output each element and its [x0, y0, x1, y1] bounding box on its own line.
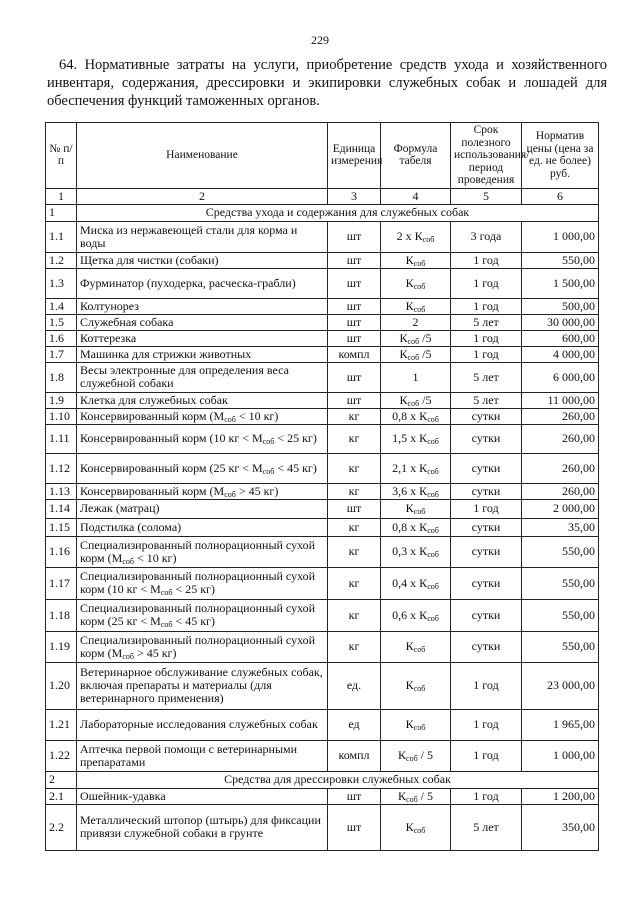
header-term: Срок полезного использования/период проведения — [451, 123, 522, 189]
name-text: Специализированный полнорационный сухой корм (М — [80, 537, 316, 565]
row-number: 1.15 — [46, 518, 77, 536]
row-unit: кг — [328, 631, 381, 662]
formula-tail: /5 — [419, 346, 432, 361]
row-formula — [381, 424, 451, 453]
table-header-row — [46, 123, 599, 189]
section-row — [46, 771, 599, 788]
row-term: 1 год — [451, 740, 522, 771]
row-unit: кг — [328, 518, 381, 536]
name-subscript: соб — [122, 651, 134, 661]
row-unit: шт — [328, 362, 381, 392]
row-name: Машинка для стрижки животных — [77, 346, 328, 362]
row-term: сутки — [451, 453, 522, 483]
name-subscript: соб — [122, 556, 134, 566]
formula-subscript: соб — [413, 304, 426, 314]
row-price: 30 000,00 — [522, 314, 599, 330]
row-name: Подстилка (солома) — [77, 518, 328, 536]
row-term: 1 год — [451, 788, 522, 804]
formula-subscript: соб — [406, 794, 418, 804]
header-name: Наименование — [77, 123, 328, 189]
row-unit: шт — [328, 788, 381, 804]
formula-text: К — [399, 330, 408, 345]
row-unit: кг — [328, 424, 381, 453]
row-price: 11 000,00 — [522, 392, 599, 408]
formula-subscript: соб — [427, 550, 439, 559]
row-formula — [381, 788, 451, 804]
name-subscript: соб — [224, 489, 236, 499]
formula-text: 0,8 х К — [392, 519, 428, 534]
row-name: Коттерезка — [77, 330, 328, 346]
row-number: 1.10 — [46, 408, 77, 424]
table-row — [46, 599, 599, 631]
table-body — [46, 204, 599, 850]
row-number: 1.4 — [46, 298, 77, 314]
row-term: 3 года — [451, 221, 522, 252]
name-text: Консервированный корм (25 кг < М — [80, 460, 263, 475]
row-term: 1 год — [451, 252, 522, 268]
row-price: 4 000,00 — [522, 346, 599, 362]
formula-subscript: соб — [407, 398, 420, 408]
formula-text: К — [399, 392, 408, 407]
row-number: 1.20 — [46, 662, 77, 709]
formula-text: К — [405, 717, 414, 731]
row-term: 1 год — [451, 346, 522, 362]
name-subscript: соб — [262, 466, 275, 476]
row-unit: шт — [328, 252, 381, 268]
table-row — [46, 709, 599, 740]
formula-text: 2 — [412, 314, 419, 329]
name-text: Специализированный полнорационный сухой корм (10 кг < М — [80, 569, 316, 596]
formula-text: К — [398, 788, 407, 803]
table-row — [46, 346, 599, 362]
row-name — [77, 567, 328, 599]
row-number: 1.7 — [46, 346, 77, 362]
column-index: 4 — [381, 188, 451, 204]
formula-text: К — [405, 819, 414, 834]
formula-text: К — [405, 639, 414, 653]
row-formula — [381, 392, 451, 408]
row-formula — [381, 298, 451, 314]
row-name: Щетка для чистки (собаки) — [77, 252, 328, 268]
row-formula — [381, 346, 451, 362]
row-price: 550,00 — [522, 599, 599, 631]
formula-text: К — [405, 501, 414, 515]
name-text-tail: < 10 кг) — [133, 550, 177, 565]
formula-subscript: соб — [413, 684, 426, 693]
row-name: Ветеринарное обслуживание служебных собак, включая препараты и материалы (для ветеринарного применения) — [77, 662, 328, 709]
formula-text: 0,6 х К — [392, 607, 428, 622]
row-term: сутки — [451, 536, 522, 567]
formula-subscript: соб — [427, 414, 439, 424]
formula-text: 1,5 х К — [392, 431, 428, 445]
row-unit: кг — [328, 408, 381, 424]
row-price: 260,00 — [522, 483, 599, 499]
section-number: 1 — [46, 204, 77, 221]
table-row — [46, 268, 599, 298]
section-title: Средства для дрессировки служебных собак — [77, 771, 599, 788]
name-text: Консервированный корм (10 кг < М — [80, 431, 263, 445]
table-row — [46, 408, 599, 424]
row-formula — [381, 330, 451, 346]
row-formula — [381, 599, 451, 631]
row-formula — [381, 499, 451, 518]
row-price: 35,00 — [522, 518, 599, 536]
formula-text: К — [405, 275, 414, 290]
row-name: Колтунорез — [77, 298, 328, 314]
row-name — [77, 631, 328, 662]
row-formula — [381, 362, 451, 392]
row-unit: шт — [328, 330, 381, 346]
section-number: 2 — [46, 771, 77, 788]
row-number: 1.1 — [46, 221, 77, 252]
row-unit: ед. — [328, 662, 381, 709]
row-number: 2.2 — [46, 804, 77, 850]
row-term: 1 год — [451, 709, 522, 740]
table-row — [46, 631, 599, 662]
row-formula — [381, 804, 451, 850]
table-row — [46, 518, 599, 536]
row-term: 5 лет — [451, 392, 522, 408]
row-number: 1.16 — [46, 536, 77, 567]
row-term: 1 год — [451, 330, 522, 346]
formula-text: 2 х К — [396, 229, 423, 243]
name-text: Специализированный полнорационный сухой корм (М — [80, 632, 316, 660]
row-number: 1.8 — [46, 362, 77, 392]
name-text-tail: < 45 кг) — [172, 614, 215, 628]
row-formula — [381, 518, 451, 536]
row-term: 5 лет — [451, 314, 522, 330]
name-subscript: соб — [160, 620, 173, 629]
name-subscript: соб — [262, 437, 275, 446]
formula-tail: /5 — [419, 330, 432, 345]
row-number: 1.3 — [46, 268, 77, 298]
formula-text: 0,3 х К — [392, 544, 428, 558]
row-name: Клетка для служебных собак — [77, 392, 328, 408]
row-name — [77, 599, 328, 631]
row-price: 1 000,00 — [522, 740, 599, 771]
formula-tail: / 5 — [417, 748, 433, 762]
name-subscript: соб — [160, 588, 173, 597]
table-row — [46, 314, 599, 330]
name-text-tail: < 10 кг) — [235, 408, 279, 423]
formula-subscript: соб — [427, 466, 439, 476]
row-price: 1 200,00 — [522, 788, 599, 804]
formula-subscript: соб — [413, 258, 426, 268]
table-row — [46, 392, 599, 408]
row-term: 1 год — [451, 499, 522, 518]
row-unit: шт — [328, 804, 381, 850]
row-number: 1.14 — [46, 499, 77, 518]
row-term: 1 год — [451, 298, 522, 314]
column-index: 2 — [77, 188, 328, 204]
header-price: Норматив цены (цена за ед. не более) руб. — [522, 123, 599, 189]
formula-subscript: соб — [427, 613, 439, 623]
row-formula — [381, 536, 451, 567]
column-index: 3 — [328, 188, 381, 204]
row-unit: шт — [328, 314, 381, 330]
row-name: Служебная собака — [77, 314, 328, 330]
name-text-tail: < 45 кг) — [274, 460, 317, 475]
row-formula — [381, 483, 451, 499]
row-price: 260,00 — [522, 453, 599, 483]
row-formula — [381, 662, 451, 709]
row-term: сутки — [451, 599, 522, 631]
formula-subscript: соб — [407, 352, 420, 362]
row-price: 550,00 — [522, 536, 599, 567]
section-row — [46, 204, 599, 221]
name-text-tail: > 45 кг) — [235, 483, 279, 498]
row-formula — [381, 567, 451, 599]
row-unit: шт — [328, 221, 381, 252]
row-name: Аптечка первой помощи с ветеринарными препаратами — [77, 740, 328, 771]
row-name — [77, 408, 328, 424]
row-name: Лежак (матрац) — [77, 499, 328, 518]
row-term: сутки — [451, 483, 522, 499]
row-unit: шт — [328, 392, 381, 408]
row-formula — [381, 453, 451, 483]
norms-table — [45, 122, 599, 851]
formula-subscript: соб — [413, 825, 426, 835]
row-number: 1.11 — [46, 424, 77, 453]
name-text: Специализированный полнорационный сухой корм (25 кг < М — [80, 601, 316, 628]
row-name: Лабораторные исследования служебных собак — [77, 709, 328, 740]
header-unit: Единица измерения — [328, 123, 381, 189]
formula-subscript: соб — [422, 235, 435, 244]
formula-text: К — [398, 748, 407, 762]
name-text-tail: > 45 кг) — [133, 645, 177, 660]
formula-text: 0,8 х К — [392, 408, 428, 423]
row-name: Весы электронные для определения веса служебной собаки — [77, 362, 328, 392]
formula-text: 2,1 х К — [392, 460, 428, 475]
row-term: сутки — [451, 424, 522, 453]
row-name: Металлический штопор (штырь) для фиксации привязи служебной собаки в грунте — [77, 804, 328, 850]
row-price: 550,00 — [522, 567, 599, 599]
formula-subscript: соб — [427, 581, 439, 591]
document-heading: 64. Нормативные затраты на услуги, приобретение средств ухода и хозяйственного инвентаря, содержания, дрессировки и экипировки служебных собак и лошадей для обеспечения функций таможенных органов. — [47, 57, 607, 109]
table-row — [46, 483, 599, 499]
formula-subscript: соб — [427, 489, 439, 499]
formula-text: К — [399, 346, 408, 361]
row-formula — [381, 268, 451, 298]
formula-subscript: соб — [427, 525, 439, 535]
row-name — [77, 453, 328, 483]
row-number: 2.1 — [46, 788, 77, 804]
row-formula — [381, 221, 451, 252]
row-unit: кг — [328, 599, 381, 631]
section-title: Средства ухода и содержания для служебных собак — [77, 204, 599, 221]
row-price: 550,00 — [522, 252, 599, 268]
formula-text: К — [405, 678, 414, 692]
row-price: 2 000,00 — [522, 499, 599, 518]
formula-text: 0,4 х К — [392, 575, 428, 590]
row-unit: кг — [328, 536, 381, 567]
formula-subscript: соб — [413, 281, 426, 291]
row-formula — [381, 314, 451, 330]
row-number: 1.13 — [46, 483, 77, 499]
row-price: 260,00 — [522, 408, 599, 424]
row-price: 600,00 — [522, 330, 599, 346]
row-number: 1.17 — [46, 567, 77, 599]
row-unit: кг — [328, 453, 381, 483]
formula-subscript: соб — [413, 507, 426, 516]
row-unit: кг — [328, 567, 381, 599]
column-index-row — [46, 188, 599, 204]
row-name — [77, 483, 328, 499]
row-number: 1.12 — [46, 453, 77, 483]
row-price: 1 965,00 — [522, 709, 599, 740]
row-number: 1.19 — [46, 631, 77, 662]
row-number: 1.5 — [46, 314, 77, 330]
table-row — [46, 740, 599, 771]
name-text: Консервированный корм (М — [80, 408, 225, 423]
row-number: 1.9 — [46, 392, 77, 408]
row-price: 500,00 — [522, 298, 599, 314]
row-number: 1.6 — [46, 330, 77, 346]
table-row — [46, 221, 599, 252]
row-name — [77, 536, 328, 567]
row-number: 1.2 — [46, 252, 77, 268]
column-index: 5 — [451, 188, 522, 204]
formula-subscript: соб — [413, 723, 426, 732]
formula-subscript: соб — [427, 437, 439, 446]
row-price: 260,00 — [522, 424, 599, 453]
table-row — [46, 453, 599, 483]
table-row — [46, 330, 599, 346]
row-number: 1.18 — [46, 599, 77, 631]
row-name — [77, 424, 328, 453]
row-term: сутки — [451, 408, 522, 424]
name-text-tail: < 25 кг) — [274, 431, 317, 445]
name-text-tail: < 25 кг) — [172, 582, 215, 596]
row-unit: кг — [328, 483, 381, 499]
formula-text: К — [405, 298, 414, 313]
row-term: сутки — [451, 567, 522, 599]
formula-subscript: соб — [413, 645, 426, 654]
row-formula — [381, 252, 451, 268]
row-unit: компл — [328, 346, 381, 362]
row-price: 6 000,00 — [522, 362, 599, 392]
table-row — [46, 252, 599, 268]
table-row — [46, 536, 599, 567]
table-row — [46, 788, 599, 804]
formula-text: 3,6 х К — [392, 483, 428, 498]
row-formula — [381, 740, 451, 771]
column-index: 6 — [522, 188, 599, 204]
row-term: сутки — [451, 518, 522, 536]
row-name: Фурминатор (пуходерка, расческа-грабли) — [77, 268, 328, 298]
formula-tail: / 5 — [417, 788, 433, 803]
column-index: 1 — [46, 188, 77, 204]
table-row — [46, 662, 599, 709]
row-term: 1 год — [451, 662, 522, 709]
row-number: 1.21 — [46, 709, 77, 740]
row-unit: шт — [328, 268, 381, 298]
table-row — [46, 362, 599, 392]
row-number: 1.22 — [46, 740, 77, 771]
row-term: сутки — [451, 631, 522, 662]
row-unit: ед — [328, 709, 381, 740]
table-row — [46, 424, 599, 453]
header-num: № п/п — [46, 123, 77, 189]
row-price: 23 000,00 — [522, 662, 599, 709]
row-formula — [381, 709, 451, 740]
row-price: 1 000,00 — [522, 221, 599, 252]
row-term: 1 год — [451, 268, 522, 298]
row-formula — [381, 408, 451, 424]
row-unit: компл — [328, 740, 381, 771]
row-formula — [381, 631, 451, 662]
table-row — [46, 298, 599, 314]
formula-subscript: соб — [407, 336, 420, 346]
row-unit: шт — [328, 298, 381, 314]
row-term: 5 лет — [451, 362, 522, 392]
name-text: Консервированный корм (М — [80, 483, 225, 498]
page-number: 229 — [311, 33, 329, 47]
header-formula: Формула табеля — [381, 123, 451, 189]
formula-text: 1 — [412, 369, 419, 384]
formula-tail: /5 — [419, 392, 432, 407]
row-price: 550,00 — [522, 631, 599, 662]
row-term: 5 лет — [451, 804, 522, 850]
formula-text: К — [405, 252, 414, 267]
row-name: Ошейник-удавка — [77, 788, 328, 804]
name-subscript: соб — [224, 414, 236, 424]
row-price: 350,00 — [522, 804, 599, 850]
row-name: Миска из нержавеющей стали для корма и воды — [77, 221, 328, 252]
table-row — [46, 499, 599, 518]
formula-subscript: соб — [406, 754, 418, 763]
row-unit: шт — [328, 499, 381, 518]
table-row — [46, 804, 599, 850]
row-price: 1 500,00 — [522, 268, 599, 298]
table-row — [46, 567, 599, 599]
